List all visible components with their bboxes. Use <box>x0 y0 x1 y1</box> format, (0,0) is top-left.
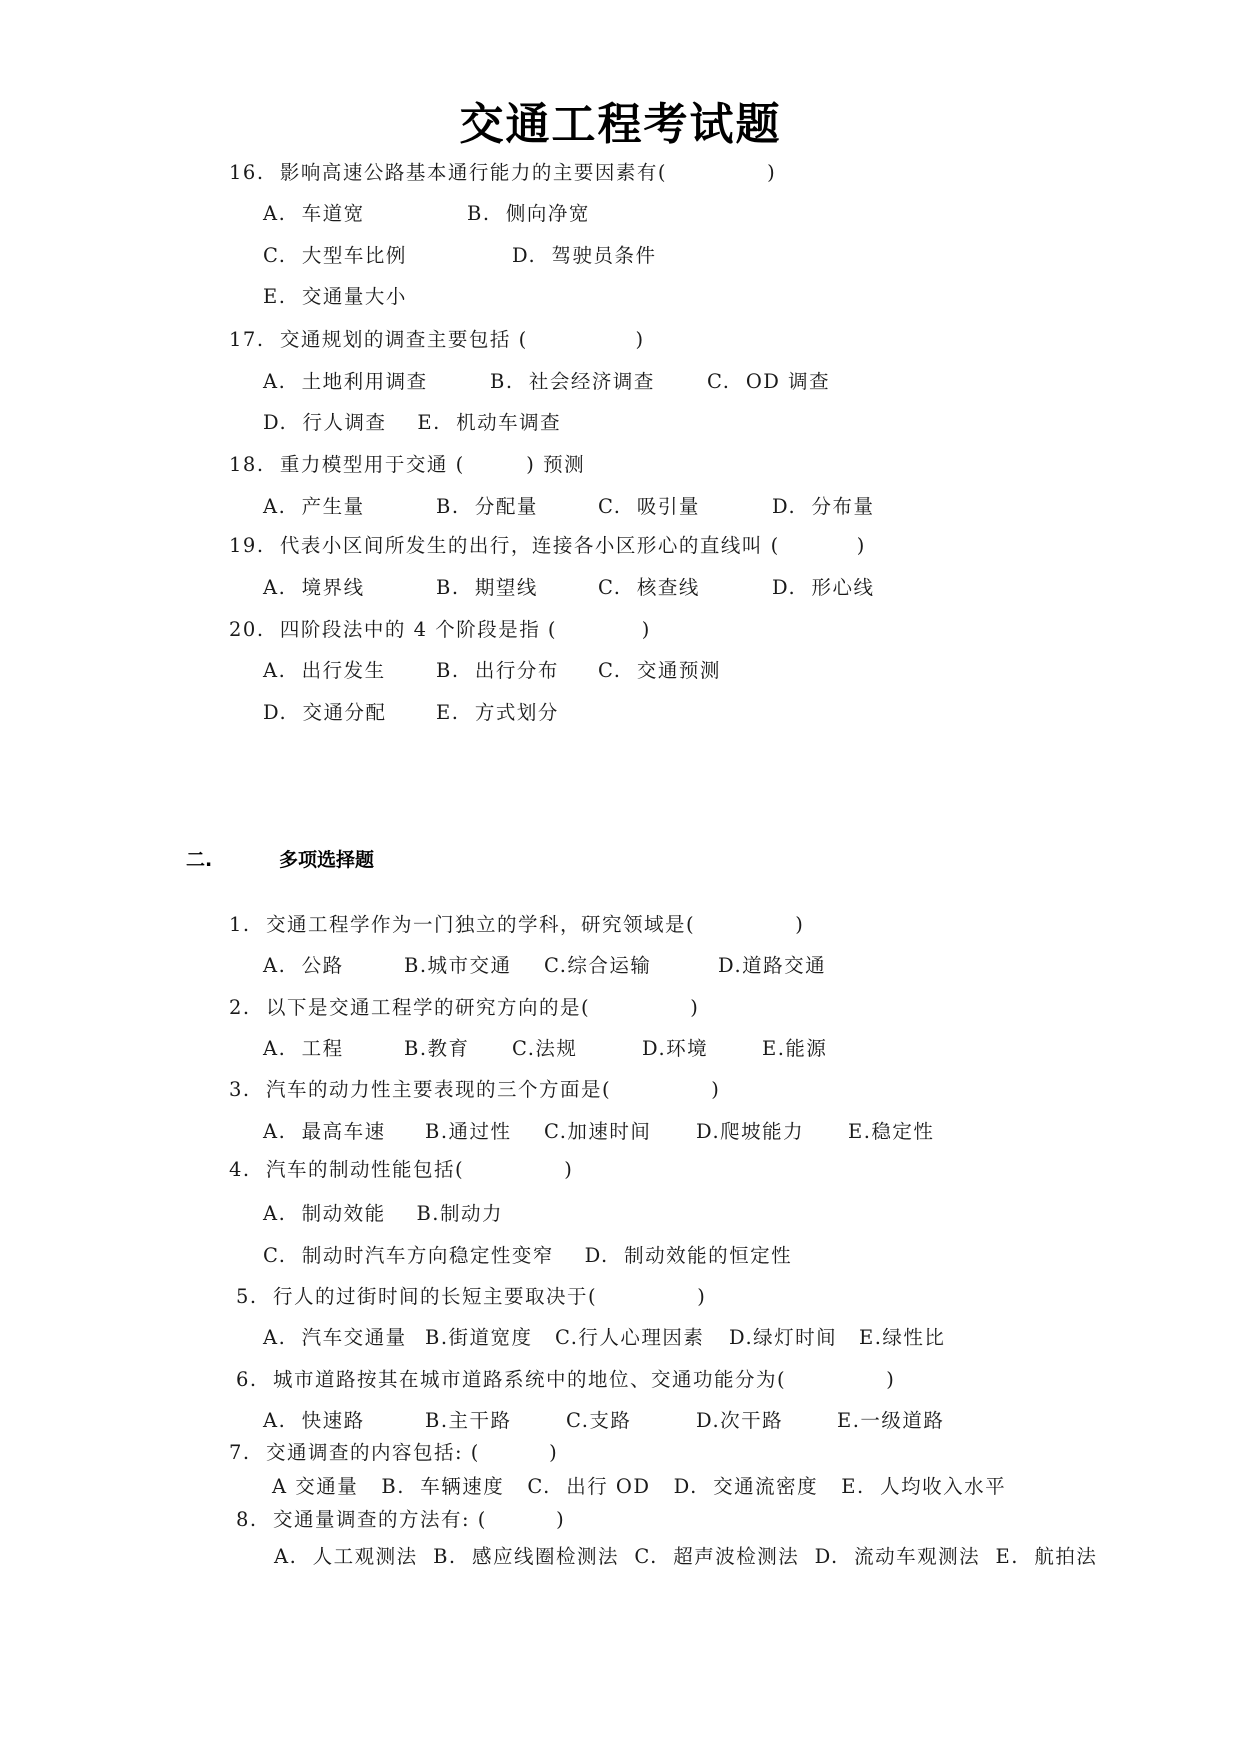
option-3-e: E.稳定性 <box>848 1120 935 1143</box>
option-1-b: B.城市交通 <box>404 954 512 977</box>
question-4: 4. 汽车的制动性能包括( ) <box>229 1158 574 1181</box>
question-5: 5. 行人的过街时间的长短主要取决于( ) <box>236 1285 707 1308</box>
options-7: A 交通量 B. 车辆速度 C. 出行 OD D. 交通流密度 E. 人均收入水平 <box>272 1475 1007 1498</box>
option-6-d: D.次干路 <box>696 1409 784 1432</box>
option-2-b: B.教育 <box>404 1037 470 1060</box>
option-6-b: B.主干路 <box>425 1409 512 1432</box>
option-18-d: D. 分布量 <box>772 495 875 518</box>
option-2-a: A. 工程 <box>263 1037 344 1060</box>
option-3-b: B.通过性 <box>425 1120 512 1143</box>
option-20-a: A. 出行发生 <box>263 659 386 682</box>
question-19: 19. 代表小区间所发生的出行，连接各小区形心的直线叫 ( ) <box>229 534 866 557</box>
option-16-d: D. 驾驶员条件 <box>512 244 657 267</box>
option-17-c: C. OD 调查 <box>707 370 831 393</box>
option-6-c: C.支路 <box>566 1409 632 1432</box>
option-3-a: A. 最高车速 <box>263 1120 386 1143</box>
question-1: 1. 交通工程学作为一门独立的学科，研究领域是( ) <box>229 913 805 936</box>
question-16: 16. 影响高速公路基本通行能力的主要因素有( ) <box>229 161 777 184</box>
option-5-b: B.街道宽度 <box>425 1326 533 1349</box>
option-18-b: B. 分配量 <box>436 495 538 518</box>
option-1-d: D.道路交通 <box>718 954 827 977</box>
option-16-c: C. 大型车比例 <box>263 244 407 267</box>
option-18-c: C. 吸引量 <box>598 495 700 518</box>
option-18-a: A. 产生量 <box>263 495 365 518</box>
option-2-d: D.环境 <box>642 1037 709 1060</box>
option-19-b: B. 期望线 <box>436 576 538 599</box>
question-17: 17. 交通规划的调查主要包括 ( ) <box>229 328 645 351</box>
question-7: 7. 交通调查的内容包括: ( ) <box>229 1441 559 1464</box>
option-19-c: C. 核查线 <box>598 576 700 599</box>
option-3-c: C.加速时间 <box>544 1120 652 1143</box>
option-16-a: A. 车道宽 <box>263 202 365 225</box>
question-8: 8. 交通量调查的方法有: ( ) <box>236 1508 566 1531</box>
option-16-b: B. 侧向净宽 <box>467 202 590 225</box>
question-6: 6. 城市道路按其在城市道路系统中的地位、交通功能分为( ) <box>236 1368 896 1391</box>
section-title: 多项选择题 <box>279 849 375 871</box>
option-5-a: A. 汽车交通量 <box>263 1326 407 1349</box>
option-1-c: C.综合运输 <box>544 954 652 977</box>
option-17-de: D. 行人调查 E. 机动车调查 <box>263 411 562 434</box>
question-18: 18. 重力模型用于交通 ( ) 预测 <box>229 453 586 476</box>
option-4-cd: C. 制动时汽车方向稳定性变窄 D. 制动效能的恒定性 <box>263 1244 793 1267</box>
option-2-e: E.能源 <box>762 1037 828 1060</box>
option-1-a: A. 公路 <box>263 954 344 977</box>
option-4-ab: A. 制动效能 B.制动力 <box>263 1202 504 1225</box>
option-6-a: A. 快速路 <box>263 1409 365 1432</box>
option-6-e: E.一级道路 <box>837 1409 945 1432</box>
page-title: 交通工程考试题 <box>459 99 782 150</box>
option-20-c: C. 交通预测 <box>598 659 721 682</box>
option-5-c: C.行人心理因素 <box>555 1326 705 1349</box>
option-20-e: E. 方式划分 <box>436 701 559 724</box>
question-20: 20. 四阶段法中的 4 个阶段是指 ( ) <box>229 618 651 641</box>
option-5-e: E.绿性比 <box>859 1326 946 1349</box>
option-20-d: D. 交通分配 <box>263 701 387 724</box>
option-16-e: E. 交通量大小 <box>263 285 407 308</box>
question-2: 2. 以下是交通工程学的研究方向的是( ) <box>229 996 700 1019</box>
option-3-d: D.爬坡能力 <box>696 1120 805 1143</box>
option-19-a: A. 境界线 <box>263 576 365 599</box>
option-20-b: B. 出行分布 <box>436 659 559 682</box>
option-5-d: D.绿灯时间 <box>729 1326 838 1349</box>
option-2-c: C.法规 <box>512 1037 578 1060</box>
question-3: 3. 汽车的动力性主要表现的三个方面是( ) <box>229 1078 721 1101</box>
options-8: A. 人工观测法 B. 感应线圈检测法 C. 超声波检测法 D. 流动车观测法 E. 航拍法 <box>274 1545 1098 1568</box>
option-19-d: D. 形心线 <box>772 576 875 599</box>
section-number: 二. <box>186 849 213 871</box>
option-17-a: A. 土地利用调查 <box>263 370 428 393</box>
option-17-b: B. 社会经济调查 <box>490 370 655 393</box>
